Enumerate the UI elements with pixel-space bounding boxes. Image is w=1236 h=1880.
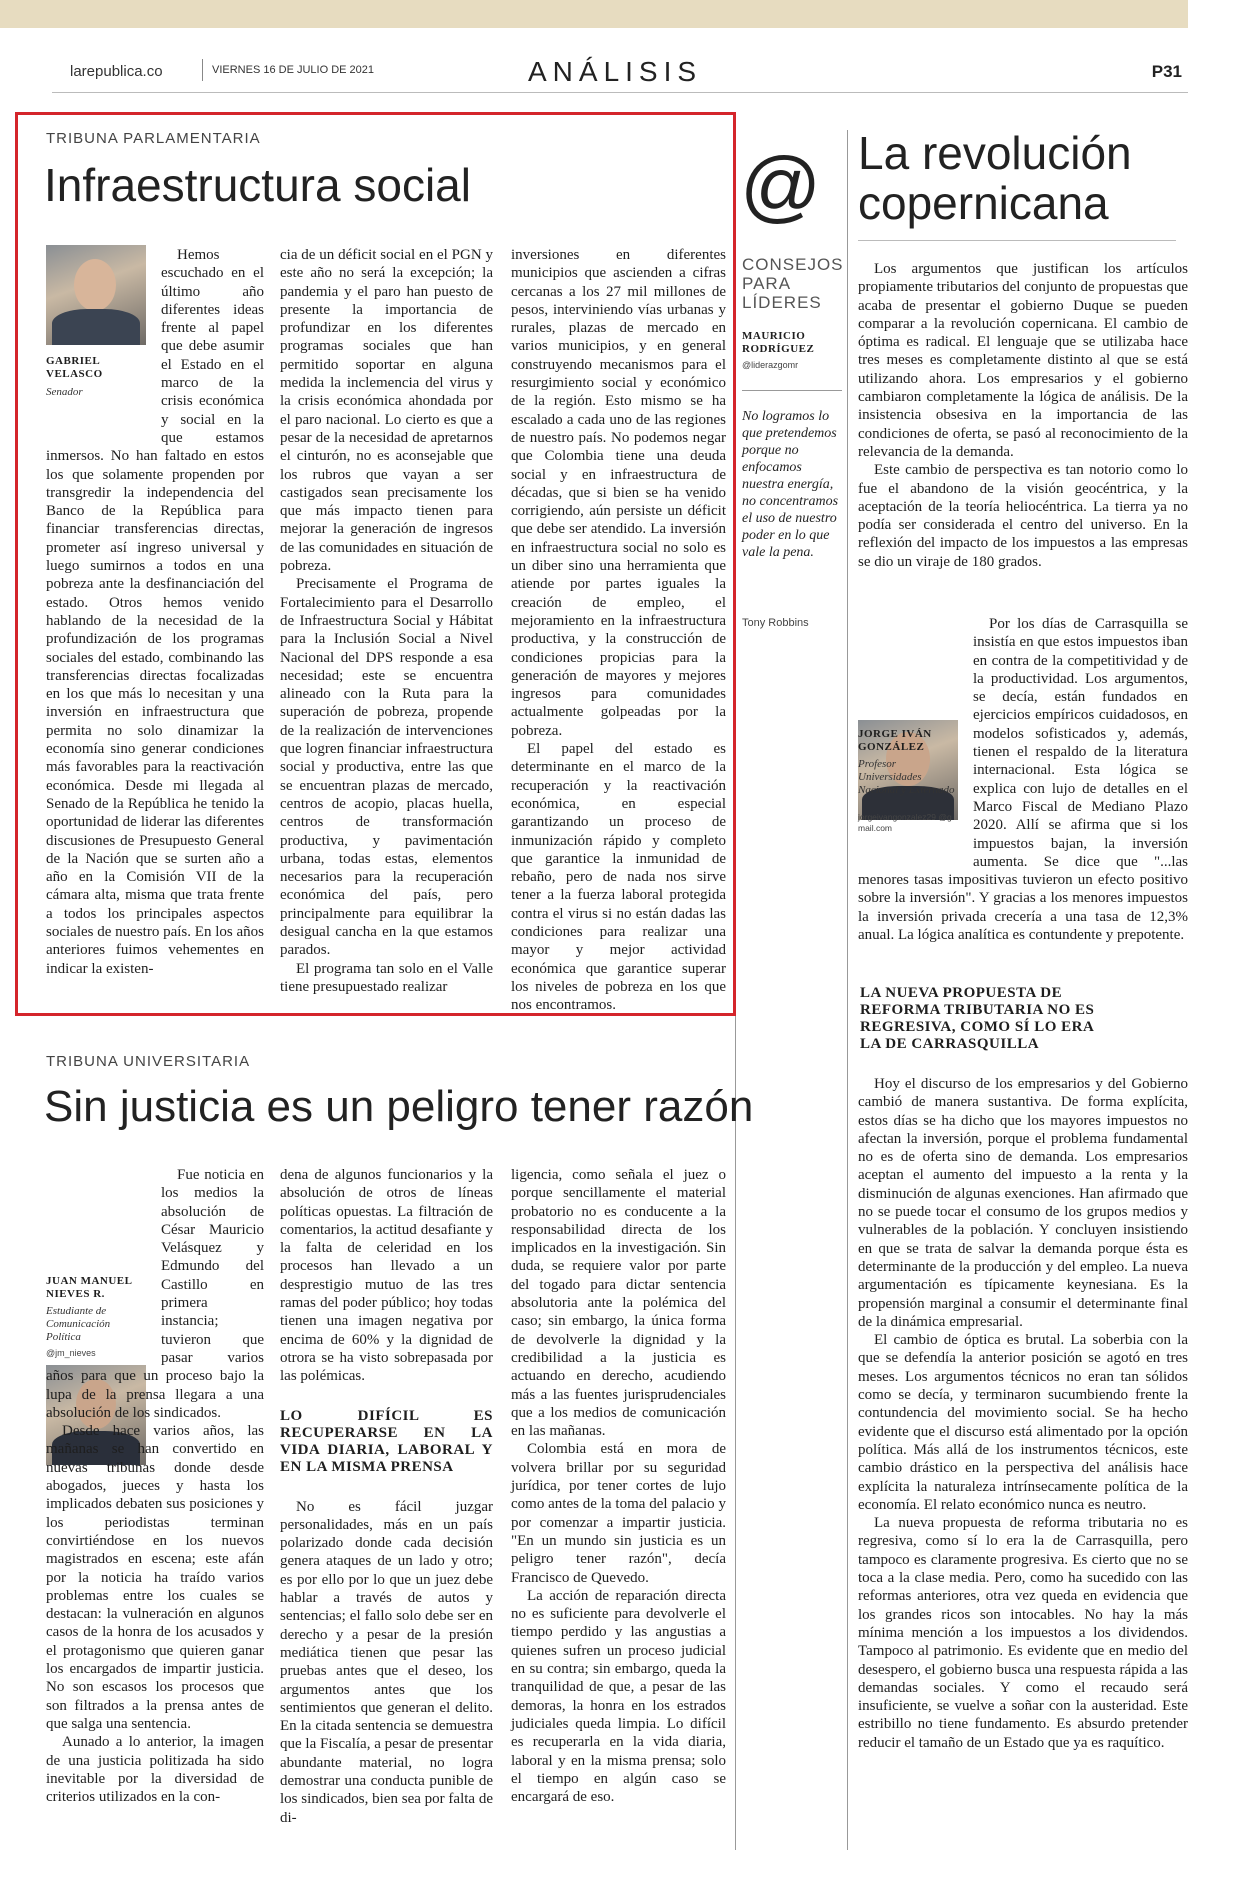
sidebar-quote: No logramos lo que pretendemos porque no enfocamos nuestra energía, no concentramos el uso de nuestro poder en lo que vale la pena. [742,409,839,560]
paragraph: Desde hace varios años, las mañanas se han convertido en nuevas tribunas donde desde abogados, jueces y hasta los implicados debaten sus posiciones y los periodistas terminan convirtiéndose en los nuevos magistrados en escena; este afán por la noticia ha traído varios problemas entre los cuales se destacan: la vulneración en algunos casos de la honra de los acusados y el protagonismo que quieren ganar los encargados de impartir justicia. No son escasos los procesos que son filtrados a la prensa antes de que salga una sentencia. [46,1423,264,1732]
sidebar-label: CONSEJOS PARA LÍDERES [742,255,844,312]
paragraph: El programa tan solo en el Valle tiene presupuestado realizar [280,960,493,995]
paragraph: La acción de reparación directa no es suficiente para devolverle el tiempo perdido y las angustias a quienes sufren un proceso judicial en su contra; sin embargo, queda la tranquilidad de que, a pesar de las demoras, la honra en los estrados judiciales queda limpia. Lo difícil es recuperarla en la vida diaria, laboral y en la misma prensa; solo el tiempo en algún caso se encargará de eso. [511,1587,726,1806]
paragraph: Colombia está en mora de volvera brillar por su seguridad jurídica, por tener cortes de lujo como antes de la toma del palacio y por comenzar a impartir justicia. "En un mundo sin justicia es un peligro tener razón", decía Francisco de Quevedo. [511,1441,726,1586]
issue-date: VIERNES 16 DE JULIO DE 2021 [212,64,375,76]
paragraph: inversiones en diferentes municipios que ascienden a cifras cercanas a los 27 mil millones de pesos, interviniendo vías urbanas y rurales, plazas de mercado en varios municipios, y en general construyendo mecanismos para el resurgimiento social y económico de la región. Esto mismo se ha escalado a cada uno de las regiones de nuestro país. No podemos negar que Colombia tiene una deuda social y en infraestructura de décadas, que si bien se ha venido corrigiendo, aún persiste un déficit que debe ser atendido. La inversión en infraestructura social no solo es un diber sino una herramienta que atiende por partes iguales la creación de empleo, el mejoramiento en la infraestructura productiva, y la construcción de condiciones propicias para la generación de mayores y mejores ingresos para comunidades actualmente golpeadas por la pobreza. [511,247,726,739]
article-column [280,246,493,995]
page-margin [1188,0,1236,1880]
masthead [52,56,1182,86]
photo-wrap-space [46,246,161,442]
article-headline-block [858,128,1176,228]
paragraph: cia de un déficit social en el PGN y este año no será la excepción; la pandemia y el paro han puesto de presente la importancia de profundizar en los diferentes programas sociales que han permitido soportar en alguna medida la inclemencia del virus y la crisis económica ahondada por el paro nacional. Lo cierto es que a pesar de la necesidad de apretarnos el cinturón, no es aconsejable que los rubros que vayan a ser castigados sean precisamente los que más impacto tienen para mejorar la generación de ingresos de las comunidades en situación de pobreza. [280,247,493,575]
article-column [858,1075,1188,1840]
paragraph: Hoy el discurso de los empresarios y del Gobierno cambió de manera sustantiva. De forma explícita, estos días se ha dicho que los mayores impuestos no afectan la inversión, porque el problema fundamental no es de oferta sino de demanda. Los empresarios aceptan el aumento del impuesto a la renta y la disminución de algunas exenciones. Han afirmado que no se puede tocar el consumo de los grupos medios y vulnerables de la población. Y concluyen insistiendo en que se trata de salvar la demanda porque ésta es determinante de la producción y del empleo. La nueva argumentación es típicamente keynesiana. Es la propensión marginal a consumir el determinante final de la dinámica empresarial. [858,1076,1188,1330]
author-role: Senador [46,386,83,398]
article-column [858,615,1188,960]
section-title: ANÁLISIS [528,56,703,87]
paragraph: dena de algunos funcionarios y la absolución de otros de líneas políticas opuestas. La filtración de comentarios, la actitud desafiante y la falta de celeridad en los procesos han llevado a un desprestigio mutuo de las tres ramas del poder público; hoy todas tienen una imagen negativa por encima de 60% y la dignidad de otrora se ha visto sobrepasada por las polémicas. [280,1167,493,1385]
paragraph: No es fácil juzgar personalidades, más en un país polarizado donde cada decisión genera ataques de un lado y otro; es por ello por lo que un juez debe hablar a través de autos y sentencias; el fallo solo debe ser en derecho y a pesar de la presión mediática tienen que pesar las pruebas antes que el deseo, los argumentos antes que los sentimientos que generan el delito. En la citada sentencia se demuestra que la Fiscalía, a pesar de presentar abundante material, no logra demostrar una conducta punible de los sindicados, bien sea por falta de di- [280,1498,493,1826]
paragraph: ligencia, como señala el juez o porque sencillamente el material probatorio no es conducente a la responsabilidad directa de los implicados en la investigación. Sin duda, se requiere valor por parte del togado para dictar sentencia absolutoria ante la polémica del caso; sin embargo, la única forma de devolverle la dignidad y la credibilidad a la justicia es actuando en derecho, acudiendo más a las fuentes jurisprudenciales que a los medios de comunicación en las mañanas. [511,1167,726,1440]
quote-author: Tony Robbins [742,617,809,629]
author-handle[interactable]: @jm_nieves [46,1348,96,1358]
photo-wrap-space [46,1166,161,1364]
author-name: JUAN MANUEL NIEVES R. [46,1275,132,1300]
paragraph: Precisamente el Programa de Fortalecimiento para el Desarrollo de Infraestructura Social y Hábitat para la Inclusión Social a Nivel Nacional del DPS responde a esa necesidad; este se encuentra alineado con la Ruta para la superación de pobreza, propende de la realización de intervenciones que logren financiar infraestructura social y productiva, entre las que se encuentran plazas de mercado, centros de acopio, placas huella, centros de transformación productiva, y pavimentación urbana, todas estas, elementos necesarios para la recuperación económica del país, pero principalmente para equilibrar la desigual cancha en la que estamos parados. [280,576,493,959]
paragraph: El papel del estado es determinante en el marco de la recuperación y la reactivación económica, en especial garantizando un proceso de inmunización rápido y completo que garantice la inmunidad de rebaño, pero de nada nos sirve tener a la fuerza laboral protegida contra el virus si no están dadas las condiciones para realizar una mayor y mejor actividad económica que garantice superar los niveles de pobreza en los que nos encontramos. [511,741,726,1014]
column-divider [847,130,848,1850]
author-name: GABRIEL VELASCO [46,355,103,380]
masthead-separator [202,59,203,81]
article-kicker: TRIBUNA PARLAMENTARIA [46,130,261,147]
headline-rule [858,240,1176,241]
article-column [46,246,264,986]
paragraph: Los argumentos que justifican los artículos propiamente tributarios del conjunto de propuestas que acaba de presentar el gobierno Duque se pueden comparar a la revolución copernicana. El cambio de óptima es radical. El lenguaje que se utilizaba hace tres meses es completamente distinto al que se está utilizando ahora. Los empresarios y el gobierno cambiaron completamente la lógica de análisis. De la insistencia obsesiva en la importancia de las condiciones de oferta, se pasó al reconocimiento de la relevancia de la demanda. [858,261,1188,460]
article-headline[interactable]: Infraestructura social [44,159,471,211]
site-name[interactable]: larepublica.co [70,63,163,80]
author-name: JORGE IVÁN GONZÁLEZ [858,728,932,753]
paragraph: Hemos escuchado en el último año diferentes ideas frente al papel que debe asumir el Estado en el marco de la crisis económica y social en la que estamos inmersos. No han faltado en estos los que solamente propenden por transgredir la independencia del Banco de la República para financiar transferencias directas, prometer así ingreso universal y luego sumirnos a todos en una pobreza ante la desfinanciación del estado. Otros hemos venido hablando de la necesidad de la profundización de los programas sociales del estado, combinando las transferencias directas focalizadas en los que más lo necesitan y una inversión en infraestructura que permita no solo dinamizar la economía sino generar condiciones más favorables para la reactivación económica. Desde mi llegada al Senado de la República he tenido la oportunidad de liderar las diferentes discusiones de Presupuesto General de la Nación que se surten año a año en la Comisión VII de la cámara alta, misma que trata frente a todos los principales aspectos sociales de nuestro país. En los años anteriores fuimos vehementes en indicar la existen- [46,247,264,977]
author-role: Profesor Universidades Nacional y Externado [858,758,955,796]
masthead-rule [52,92,1188,93]
at-sign-icon: @ [740,141,822,230]
article-column [858,260,1188,615]
article-subhead: LA NUEVA PROPUESTA DE REFORMA TRIBUTARIA NO ES REGRESIVA, COMO SÍ LO ERA LA DE CARRASQUILLA [860,985,1095,1052]
top-color-band [0,0,1188,28]
article-column [511,1166,726,1846]
paragraph: Aunado a lo anterior, la imagen de una justicia politizada ha sido inevitable por la diversidad de criterios utilizados en la con- [46,1734,264,1806]
sidebar-author: MAURICIO RODRÍGUEZ [742,330,815,355]
paragraph: Este cambio de perspectiva es tan notorio como lo fue el abandono de la visión geocéntrica, y la aceptación de la teoría heliocéntrica. La tierra ya no podía ser considerada el centro del universo. En la reflexión del impacto de los impuestos a las empresas se dio un viraje de 180 grados. [858,462,1188,570]
paragraph: El cambio de óptica es brutal. La soberbia con la que se defendía la anterior posición se agotó en tres meses. Los argumentos técnicos no eran tan sólidos como se decía, y terminaron sucumbiendo frente la contundencia del movimiento social. Se ha hecho evidente que el discurso está alimentado por la opción política. Más allá de los instrumentos técnicos, este cambio drástico en la perspectiva del análisis hace explícita la naturaleza intrínsecamente política de la economía. El relato económico nunca es neutro. [858,1332,1188,1513]
paragraph: La nueva propuesta de reforma tributaria no es regresiva, como sí lo era la de Carrasquilla, pero tampoco es claramente progresiva. Es cierto que no se toca a la clase media. Pero, como ha sucedido con las reformas anteriores, otra vez queda en evidencia que los grandes ricos son intocables. No hay la más mínima mención a los impuestos a los dividendos. Tampoco al patrimonio. Es evidente que en medio del desespero, el gobierno busca una respuesta rápida a las demandas sociales. Y como el recaudo será insuficiente, se vuelve a soñar con la austeridad. Este estribillo no tiene fundamento. Es absurdo pretender reducir el tamaño de un Estado que ya es raquítico. [858,1515,1188,1751]
sidebar-rule [742,390,842,391]
article-column [511,246,726,1014]
article-headline[interactable]: Sin justicia es un peligro tener razón [44,1082,754,1131]
paragraph: Fue noticia en los medios la absolución de César Mauricio Velásquez y Edmundo del Castillo en primera instancia; tuvieron que pasar varios años para que un proceso bajo la lupa de la prensa llegara a una absolución de los sindicados. [46,1167,264,1421]
sidebar-handle[interactable]: @liderazgomr [742,360,799,370]
photo-wrap-space [858,615,973,855]
article-kicker: TRIBUNA UNIVERSITARIA [46,1053,251,1070]
paragraph: Por los días de Carrasquilla se insistía en que estos impuestos iban en contra de la competitividad y de la productividad. Los argumentos, se decía, están fundados en ejercicios empíricos cuidadosos, en modelos sofisticados y, además, tienen el respaldo de la literatura internacional. Esta lógica se explica con lujo de detalles en el Marco Fiscal de Mediano Plazo 2020. Allí se afirma que si los impuestos bajan, la inversión aumenta. Se dice que "...las menores tasas impositivas tuvieron un efecto positivo sobre la inversión". Y gracias a los menores impuestos la inversión privada crecería a una tasa de 12,3% anual. La lógica analítica es contundente y prepotente. [858,616,1188,944]
article-headline-continued[interactable]: copernicana [858,177,1109,229]
author-role: Estudiante de Comunicación Política [46,1305,111,1343]
author-handle[interactable]: jorgeivangonzalez29 @gmail.com [858,812,952,833]
article-headline[interactable]: La revolución [858,127,1132,179]
article-subhead: LO DIFÍCIL ES RECUPERARSE EN LA VIDA DIARIA, LABORAL Y EN LA MISMA PRENSA [280,1407,493,1475]
article-column [46,1166,264,1846]
article-column [280,1166,493,1846]
page-number: P31 [1151,62,1182,81]
